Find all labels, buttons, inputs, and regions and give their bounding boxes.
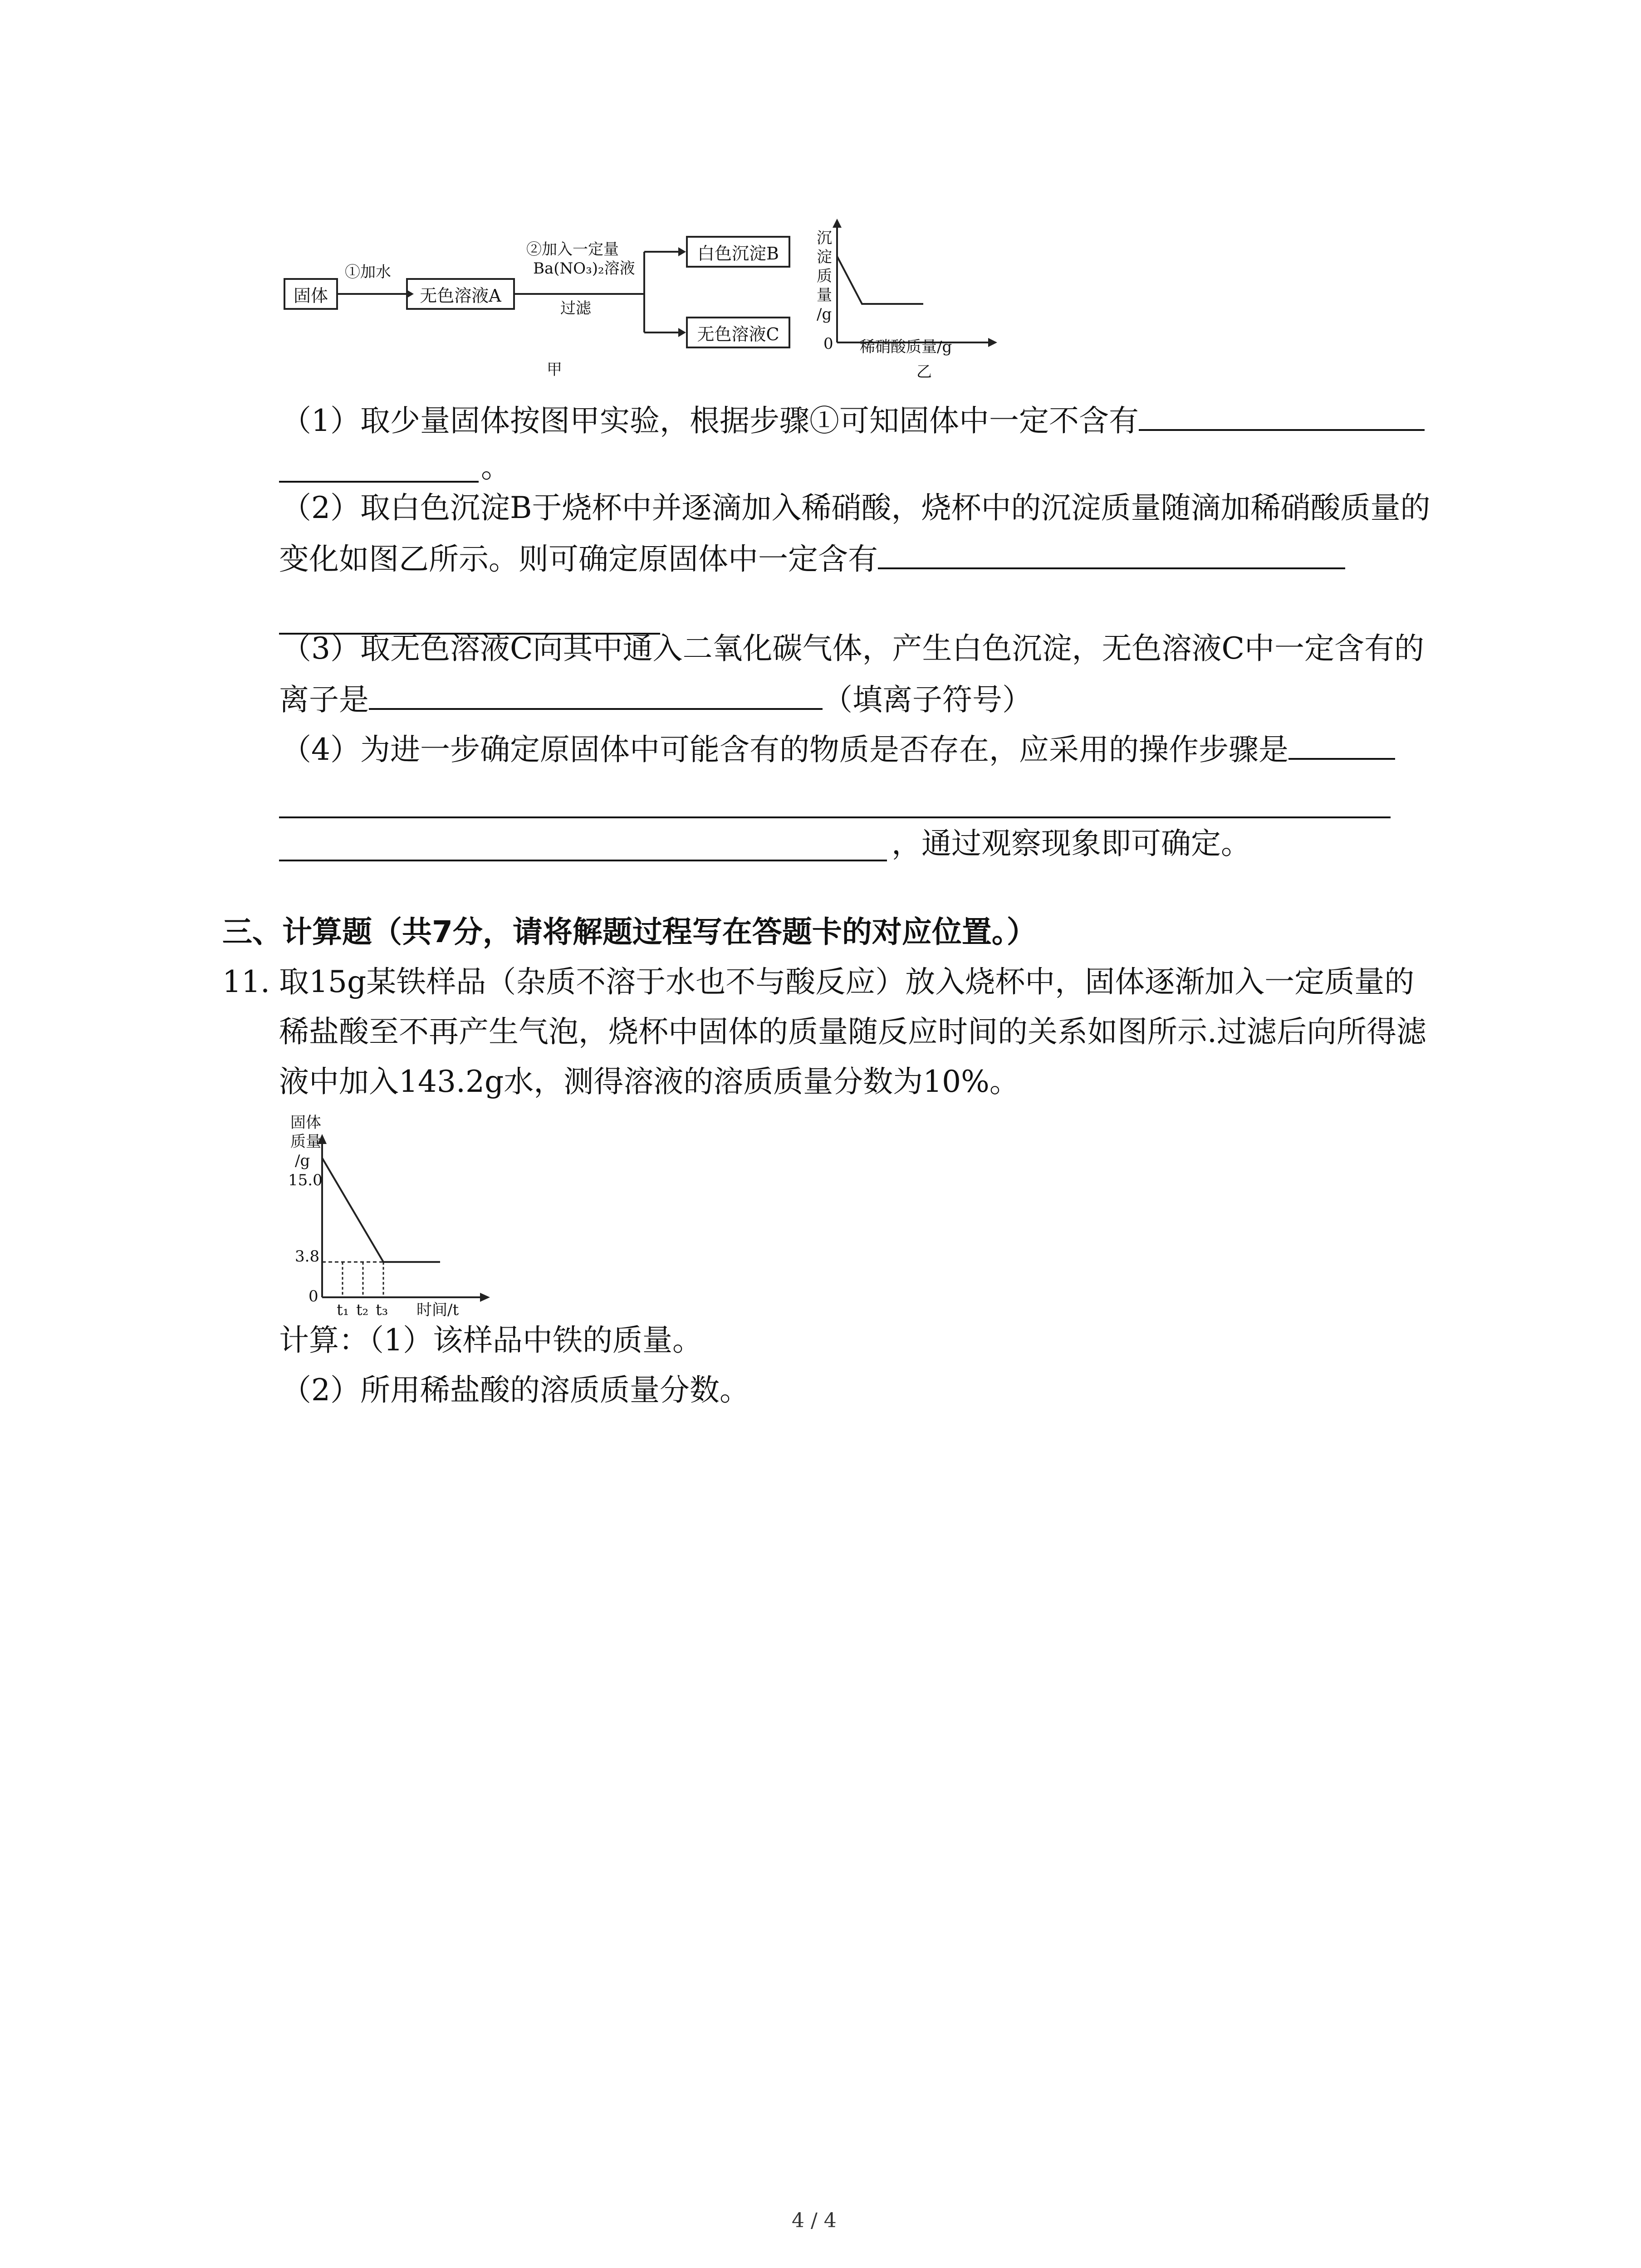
q10-p4-blank-2[interactable] (279, 816, 1391, 818)
box-solution-a (406, 278, 515, 310)
caption-jia: 甲 (547, 361, 562, 379)
q11-line1: 取15g某铁样品（杂质不溶于水也不与酸反应）放入烧杯中，固体逐渐加入一定质量的 (279, 964, 1415, 999)
q10-p3-line1: （3）取无色溶液C向其中通入二氧化碳气体，产生白色沉淀，无色溶液C中一定含有的 (281, 631, 1424, 666)
chart-yi-ylabel-1: 沉 (817, 229, 832, 247)
q10-p4-line1 (281, 728, 1395, 768)
box-solution-c-label: 无色溶液C (697, 324, 779, 344)
chart-yi-ylabel-5: /g (817, 305, 832, 323)
q11-chart-xtick-t1: t₁ (337, 1301, 349, 1319)
chart-yi-ylabel-4: 量 (817, 286, 832, 304)
q11-chart-xtick-t3: t₃ (376, 1301, 388, 1319)
q11-calc1: 计算：（1）该样品中铁的质量。 (279, 1323, 702, 1358)
q10-p3-line2-text: 离子是 (279, 682, 369, 717)
q10-p2-blank[interactable] (878, 538, 1345, 569)
box-precip-b-label: 白色沉淀B (697, 243, 779, 264)
q10-p4-blank-3[interactable] (279, 860, 887, 861)
q11-chart-xtick-t2: t₂ (356, 1301, 369, 1319)
q10-p4-end: ，通过观察现象即可确定。 (892, 826, 1251, 861)
q11-calc2: （2）所用稀盐酸的溶质质量分数。 (281, 1373, 749, 1408)
q11-line2: 稀盐酸至不再产生气泡，烧杯中固体的质量随反应时间的关系如图所示.过滤后向所得滤 (279, 1014, 1426, 1049)
q10-p1-blank-2[interactable] (279, 481, 479, 483)
q10-p3-line2 (279, 678, 1032, 718)
q10-p1-blank[interactable] (1139, 399, 1425, 431)
box-precip-b (686, 236, 790, 268)
q10-p4-text: （4）为进一步确定原固体中可能含有的物质是否存在，应采用的操作步骤是 (281, 732, 1288, 767)
q10-p1-text: （1）取少量固体按图甲实验，根据步骤①可知固体中一定不含有 (281, 403, 1139, 438)
q11-line3: 液中加入143.2g水，测得溶液的溶质质量分数为10%。 (279, 1064, 1019, 1099)
chart-yi-ylabel-3: 质 (817, 267, 832, 285)
chart-yi-ylabel-2: 淀 (817, 248, 832, 266)
q11-chart-ylabel-2: 质量 (290, 1133, 321, 1151)
q11-chart-ytick-38: 3.8 (295, 1247, 320, 1266)
q10-p1 (281, 399, 1425, 439)
box-solid-label: 固体 (293, 285, 328, 306)
q10-p4-blank[interactable] (1288, 728, 1395, 760)
q11-number: 11. (222, 964, 270, 999)
chart-yi-y-arrow (833, 219, 842, 228)
page-number: 4 / 4 (792, 2209, 837, 2232)
q11-chart-ylabel-3: /g (295, 1152, 310, 1170)
q11-chart-line (322, 1158, 440, 1262)
box-solution-c (686, 317, 790, 348)
q10-p2-line2-text: 变化如图乙所示。则可确定原固体中一定含有 (279, 542, 878, 577)
chart-yi-x-arrow (988, 338, 997, 347)
q10-p3-blank[interactable] (369, 678, 823, 710)
chart-yi-xlabel: 稀硝酸质量/g (860, 338, 952, 356)
q10-p1-end: 。 (481, 450, 511, 484)
q11-chart-xlabel: 时间/t (416, 1301, 459, 1319)
chart-yi-line (837, 256, 923, 304)
chart-yi-origin: 0 (823, 335, 833, 353)
chart-yi-caption: 乙 (916, 363, 932, 381)
step2-label-2: Ba(NO₃)₂溶液 (533, 259, 635, 278)
q10-p3-hint: （填离子符号） (823, 682, 1032, 717)
q11-chart-origin: 0 (309, 1287, 318, 1305)
q10-p2-line2 (279, 538, 1345, 577)
q10-p2-line1: （2）取白色沉淀B于烧杯中并逐滴加入稀硝酸，烧杯中的沉淀质量随滴加稀硝酸质量的 (281, 490, 1430, 525)
box-solution-a-label: 无色溶液A (420, 285, 501, 306)
section3-title: 三、计算题（共7分，请将解题过程写在答题卡的对应位置。） (222, 914, 1037, 949)
q11-chart-ytick-15: 15.0 (288, 1171, 323, 1189)
q11-chart-x-arrow (480, 1293, 490, 1302)
filter-label: 过滤 (560, 299, 591, 318)
q11-chart-ylabel-1: 固体 (290, 1114, 321, 1132)
step1-label: ①加水 (345, 263, 391, 281)
step2-label-1: ②加入一定量 (526, 240, 619, 259)
